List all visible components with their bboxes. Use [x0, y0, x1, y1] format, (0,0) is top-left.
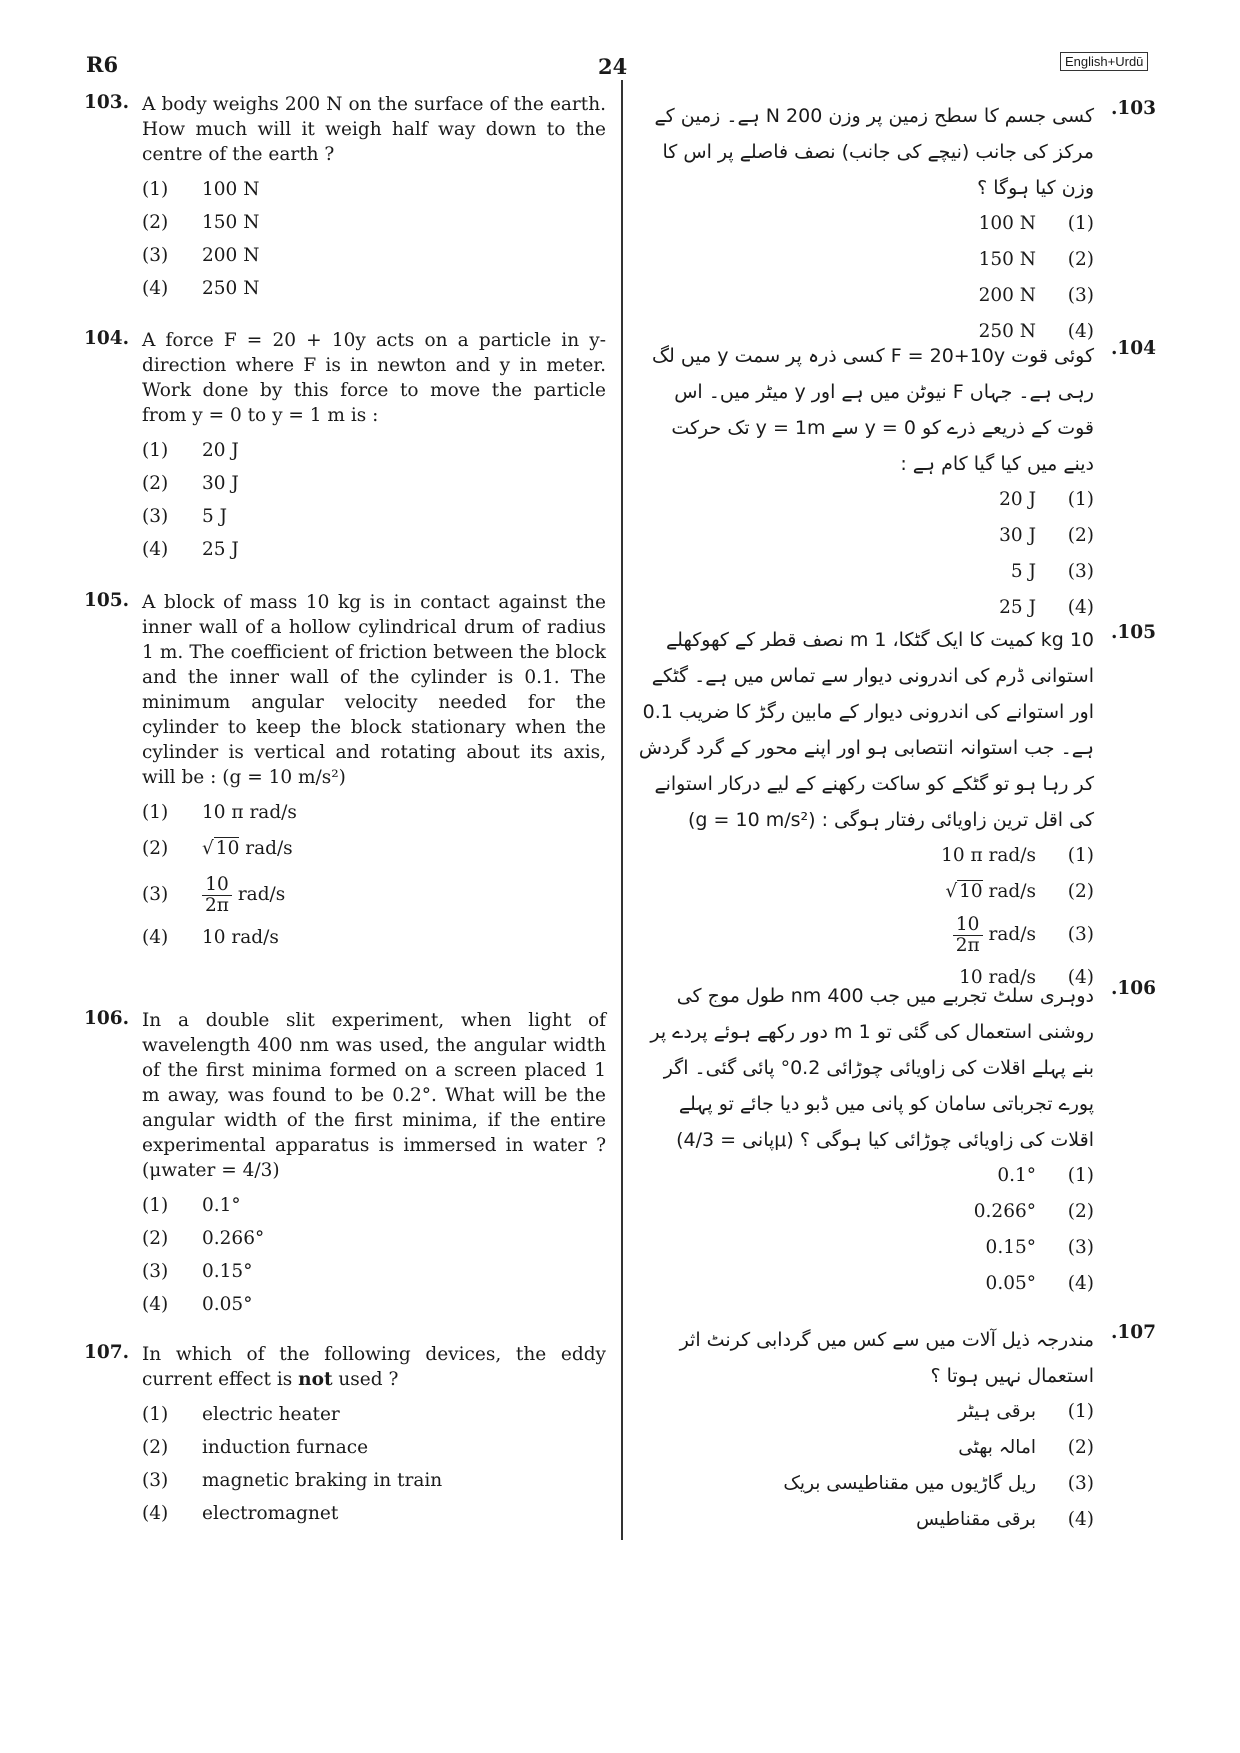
question-text: دوہری سلٹ تجربے میں جب 400 nm طول موج کی روشنی استعمال کی گئی تو 1 m دور رکھے ہوئے پردے پر بنے پہلے اقلات کی زاویائی چوڑائی 0.2° پائی گئی۔ اگر پورے تجرباتی سامان کو پانی میں ڈبو دیا جائے تو پہلے اقلات کی زاویائی چوڑائی کیا ہوگی ؟ (μپانی = 4/3)	[650, 985, 1094, 1151]
option-2: (2) √ 10 rad/s	[142, 838, 293, 859]
question-106-en	[84, 1008, 606, 1321]
option-3: (3) magnetic braking in train	[142, 1470, 443, 1491]
option-2: امالہ بھٹی (2)	[958, 1437, 1094, 1458]
option-1: (1) 0.1°	[142, 1195, 241, 1216]
option-2: (2) 30 J	[142, 473, 239, 494]
question-number: 103.	[84, 92, 130, 113]
option-2: (2) 150 N	[142, 212, 260, 233]
option-3: $\frac{10}{2\pi}$ rad/s (3)	[636, 910, 1094, 960]
option-1: 100 N (1)	[978, 213, 1094, 234]
language-badge: English+Urdū	[1060, 52, 1148, 71]
options	[636, 206, 1094, 350]
page-number: 24	[598, 54, 628, 79]
question-105-ur	[636, 622, 1156, 996]
question-104-en	[84, 328, 606, 566]
option-1: 0.1° (1)	[997, 1165, 1094, 1186]
question-text: 10 kg کمیت کا ایک گٹکا، 1 m نصف قطر کے کھوکھلے استوانی ڈرم کی اندرونی دیوار سے تماس میں ہے۔ گٹکے اور استوانے کی اندرونی دیوار کے مابین رگڑ کا ضریب 0.1 ہے۔ جب استوانہ انتصابی ہو اور اپنے محور کے گرد گردش کر رہا ہو تو گٹکے کو ساکت رکھنے کے لیے درکار استوانے کی اقل ترین زاویائی رفتار ہوگی : (g = 10 m/s²)	[638, 629, 1094, 831]
option-1: 10 π rad/s (1)	[941, 845, 1094, 866]
question-text: A force F = 20 + 10y acts on a particle in y-direction where F is in newton and y in meter. Work done by this force to move the particle from y = 0 to y = 1 m is :	[142, 330, 606, 426]
question-text: In a double slit experiment, when light of wavelength 400 nm was used, the angular width of the first minima formed on a screen placed 1 m away, was found to be 0.2°. What will be the angular width of the first minima, if the entire experimental apparatus is immersed in water ? (μwater = 4/3)	[142, 1010, 606, 1181]
question-103-en	[84, 92, 606, 305]
options	[142, 796, 606, 954]
option-4: 0.05° (4)	[985, 1273, 1094, 1294]
question-number: .106	[1110, 978, 1156, 999]
question-105-en	[84, 590, 606, 954]
option-1: (1) electric heater	[142, 1404, 340, 1425]
question-number: .105	[1110, 622, 1156, 643]
question-text: کوئی قوت F = 20+10y کسی ذرہ پر سمت y میں لگ رہی ہے۔ جہاں F نیوٹن میں ہے اور y میٹر میں۔ اس قوت کے ذریعے ذرے کو y = 0 سے y = 1m تک حرکت دینے میں کیا گیا کام ہے :	[652, 345, 1094, 475]
question-text: A block of mass 10 kg is in contact against the inner wall of a hollow cylindrical drum of radius 1 m. The coefficient of friction between the block and the inner wall of the cylinder is 0.1. The minimum angular velocity needed for the cylinder to keep the block stationary when the cylinder is vertical and rotating about its axis, will be : (g = 10 m/s²)	[142, 592, 606, 788]
question-104-ur	[636, 338, 1156, 626]
option-1: (1) 20 J	[142, 440, 239, 461]
option-3: ریل گاڑیوں میں مقناطیسی بریک (3)	[783, 1473, 1094, 1494]
paper-code: R6	[86, 52, 119, 77]
option-4: (4) 10 rad/s	[142, 927, 279, 948]
question-107-ur	[636, 1322, 1156, 1538]
option-1: (1) 10 π rad/s	[142, 802, 297, 823]
question-text: A body weighs 200 N on the surface of the earth. How much will it weigh half way down to the centre of the earth ?	[142, 94, 606, 165]
question-text: مندرجہ ذیل آلات میں سے کس میں گردابی کرنٹ اثر استعمال نہیں ہوتا ؟	[679, 1329, 1094, 1387]
options	[636, 838, 1094, 996]
option-2: √ 10 rad/s (2)	[945, 881, 1094, 902]
question-text: In which of the following devices, the eddy current effect is not used ?	[142, 1344, 606, 1390]
question-number: .103	[1110, 98, 1156, 119]
option-3: 5 J (3)	[1010, 561, 1094, 582]
question-number: .107	[1110, 1322, 1156, 1343]
option-3: (3) 5 J	[142, 506, 228, 527]
question-103-ur	[636, 98, 1156, 350]
option-1: 20 J (1)	[999, 489, 1094, 510]
option-3: 200 N (3)	[978, 285, 1094, 306]
question-number: 105.	[84, 590, 130, 611]
option-1: برقی ہیٹر (1)	[958, 1401, 1094, 1422]
options	[636, 1394, 1094, 1538]
options	[142, 1189, 606, 1321]
column-divider	[621, 80, 623, 1540]
question-number: 104.	[84, 328, 130, 349]
option-3: 0.15° (3)	[985, 1237, 1094, 1258]
question-number: 106.	[84, 1008, 130, 1029]
options	[636, 1158, 1094, 1302]
option-4: 25 J (4)	[999, 597, 1094, 618]
option-3: (3) 200 N	[142, 245, 260, 266]
option-2: (2) induction furnace	[142, 1437, 369, 1458]
question-107-en	[84, 1342, 606, 1530]
option-4: (4) electromagnet	[142, 1503, 339, 1524]
question-106-ur	[636, 978, 1156, 1302]
option-4: برقی مقناطیس (4)	[916, 1509, 1094, 1530]
question-number: .104	[1110, 338, 1156, 359]
question-number: 107.	[84, 1342, 130, 1363]
option-2: 150 N (2)	[978, 249, 1094, 270]
option-4: (4) 250 N	[142, 278, 260, 299]
option-3: (3) $\frac{10}{2\pi}$ rad/s	[142, 873, 286, 916]
option-4: (4) 0.05°	[142, 1294, 253, 1315]
option-2: 0.266° (2)	[973, 1201, 1094, 1222]
option-2: (2) 0.266°	[142, 1228, 265, 1249]
option-1: (1) 100 N	[142, 179, 260, 200]
option-3: (3) 0.15°	[142, 1261, 253, 1282]
options	[142, 173, 606, 305]
question-text: کسی جسم کا سطح زمین پر وزن 200 N ہے۔ زمین کے مرکز کی جانب (نیچے کی جانب) نصف فاصلے پر اس کا وزن کیا ہوگا ؟	[654, 105, 1094, 199]
options	[636, 482, 1094, 626]
option-4: 250 N (4)	[978, 321, 1094, 342]
option-4: 10 rad/s (4)	[959, 967, 1094, 988]
option-4: (4) 25 J	[142, 539, 239, 560]
option-2: 30 J (2)	[999, 525, 1094, 546]
options	[142, 434, 606, 566]
options	[142, 1398, 606, 1530]
